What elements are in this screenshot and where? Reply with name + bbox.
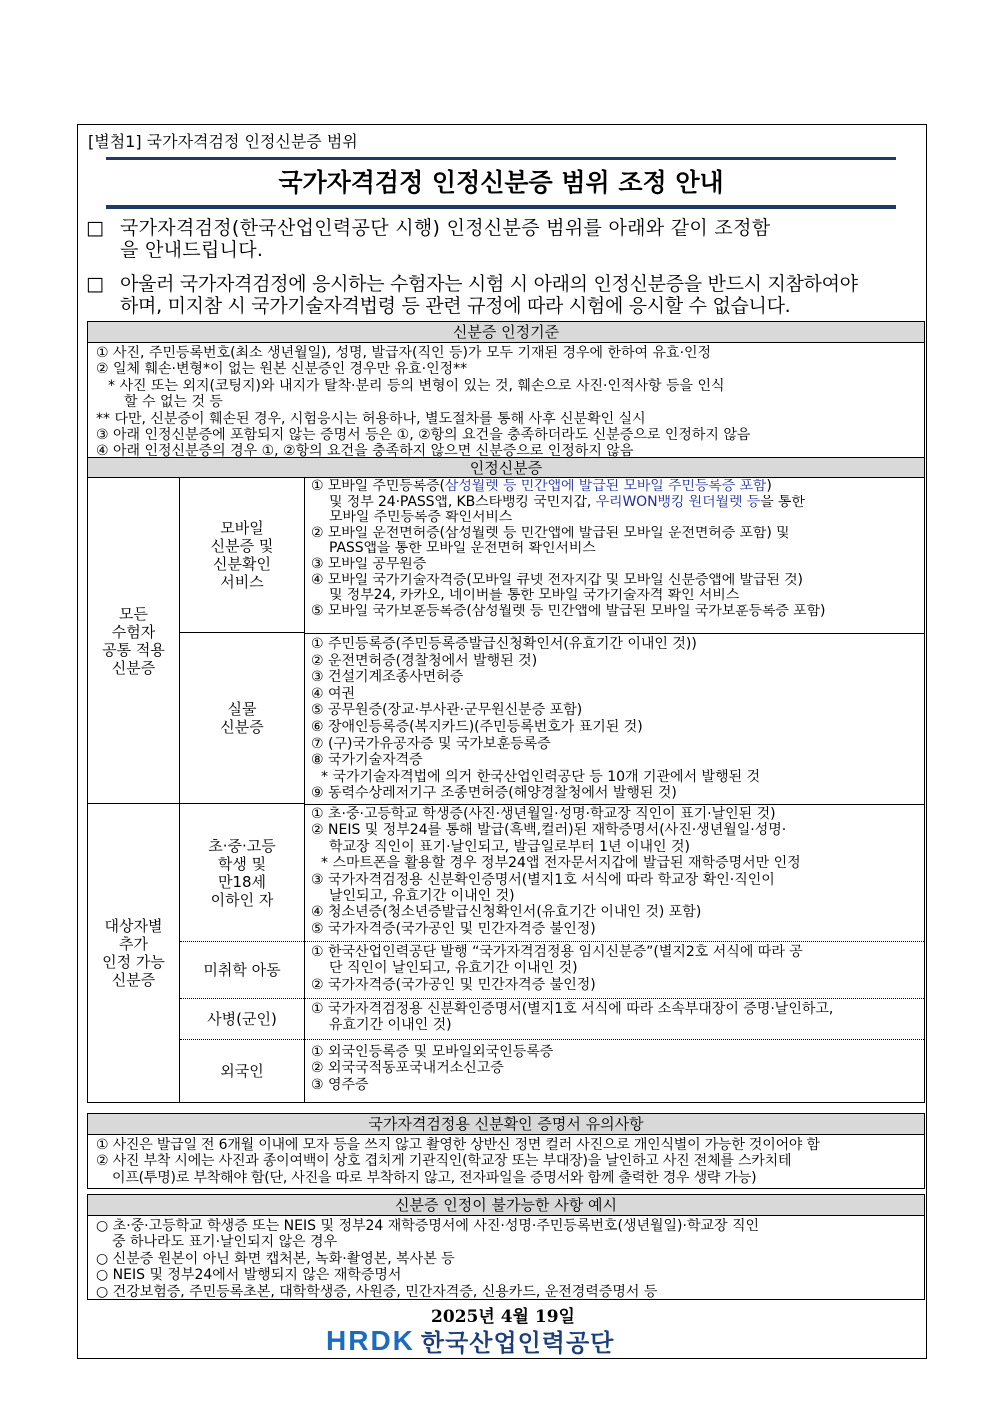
- id-list-header: 인정신분증: [88, 457, 924, 478]
- text-segment: 미취학 아동: [203, 960, 281, 979]
- criteria-line: ④ 아래 인정신분증의 경우 ①, ②항의 요건을 충족하지 않으면 신분증으로 인정하지 않음: [96, 443, 634, 460]
- criteria-header: 신분증 인정기준: [88, 322, 924, 343]
- text-segment: 및 정부 24·PASS앱, KB스타뱅킹 국민지갑,: [329, 494, 596, 510]
- subcategory-students: [180, 804, 305, 941]
- list-item: PASS앱을 통한 모바일 운전면허 확인서비스: [329, 541, 596, 557]
- note-line: ② 사진 부착 시에는 사진과 종이여백이 상호 겹치게 기관직인(학교장 또는 부대장)을 날인하고 사진 전체를 스카치테: [96, 1153, 792, 1170]
- criteria-line: 할 수 없는 것 등: [124, 394, 223, 411]
- physical-items: [305, 635, 924, 804]
- list-item: 유효기간 이내인 것): [329, 1017, 452, 1034]
- text-segment: 실물 신분증: [220, 700, 264, 736]
- text-segment: 우리WON뱅킹 원더월렛 등: [595, 494, 761, 510]
- list-item: ⑦ (구)국가유공자증 및 국가보훈등록증: [311, 735, 551, 752]
- id-list-grid: [88, 478, 924, 1102]
- id-criteria-table: [87, 321, 925, 1103]
- list-item: 날인되고, 유효기간 이내인 것): [329, 888, 515, 905]
- intro-line: 을 안내드립니다.: [120, 239, 264, 261]
- not-allowed-body: [88, 1216, 924, 1302]
- list-item: ⑥ 장애인등록증(복지카드)(주민등록번호가 표기된 것): [311, 718, 643, 735]
- list-item: ③ 영주증: [311, 1076, 369, 1093]
- document-page: [77, 124, 927, 1359]
- list-item: ⑤ 국가자격증(국가공인 및 민간자격증 불인정): [311, 920, 596, 937]
- checkbox-bullet-icon: □: [86, 217, 104, 239]
- list-item: * 국가기술자격법에 의거 한국산업인력공단 등 10개 기관에서 발행된 것: [321, 768, 761, 785]
- note-line: ○ 신분증 원본이 아닌 화면 캡처본, 녹화·촬영본, 복사본 등: [96, 1250, 455, 1267]
- criteria-line: ① 사진, 주민등록번호(최소 생년월일), 성명, 발급자(직인 등)가 모두 기재된 경우에 한하여 유효·인정: [96, 345, 712, 361]
- intro-line: 아울러 국가자격검정에 응시하는 수험자는 시험 시 아래의 인정신분증을 반드시 지참하여야: [120, 273, 858, 295]
- list-item: 모바일 주민등록증 확인서비스: [329, 510, 513, 526]
- attachment-label: [별첨1] 국가자격검정 인정신분증 범위: [88, 132, 358, 151]
- text-segment: ): [766, 479, 772, 494]
- list-item: ① 주민등록증(주민등록증발급신청확인서(유효기간 이내인 것)): [311, 636, 697, 652]
- list-item: ④ 여권: [311, 685, 356, 702]
- list-item: ② 운전면허증(경찰청에서 발행된 것): [311, 652, 538, 669]
- preschool-items: [305, 943, 924, 998]
- list-item: ③ 국가자격검정용 신분확인증명서(별지1호 서식에 따라 학교장 확인·직인이: [311, 871, 775, 888]
- mobile-items: [305, 478, 924, 633]
- certificate-notes-box: [87, 1113, 925, 1189]
- category-common: [88, 478, 180, 804]
- list-item: ② 국가자격증(국가공인 및 민간자격증 불인정): [311, 976, 596, 993]
- not-allowed-header: 신분증 인정이 불가능한 사항 예시: [88, 1195, 924, 1216]
- list-item: ① 초·중·고등학교 학생증(사진·생년월일·성명·학교장 직인이 표기·날인된 것): [311, 806, 776, 822]
- list-item: ⑤ 모바일 국가보훈등록증(삼성월렛 등 민간앱에 발급된 모바일 국가보훈등록증 포함): [311, 603, 826, 619]
- note-line: ○ NEIS 및 정부24에서 발행되지 않은 재학증명서: [96, 1267, 402, 1284]
- organization-name: 한국산업인력공단: [420, 1329, 615, 1357]
- category-extra: [88, 804, 180, 1102]
- list-item: 학교장 직인이 표기·날인되고, 발급일로부터 1년 이내인 것): [329, 838, 691, 855]
- list-item: ④ 모바일 국가기술자격증(모바일 큐넷 전자지갑 및 모바일 신분증앱에 발급된 것): [311, 572, 803, 588]
- text-segment: 모든 수험자 공통 적용 신분증: [102, 604, 165, 677]
- list-item: ④ 청소년증(청소년증발급신청확인서(유효기간 이내인 것) 포함): [311, 904, 702, 921]
- certificate-notes-header: 국가자격검정용 신분확인 증명서 유의사항: [88, 1114, 924, 1135]
- criteria-line: ③ 아래 인정신분증에 포함되지 않는 증명서 등은 ①, ②항의 요건을 충족하더라도 신분증으로 인정하지 않음: [96, 427, 751, 444]
- intro-paragraph-2: [86, 273, 916, 317]
- text-segment: 초·중·고등 학생 및 만18세 이하인 자: [208, 836, 276, 909]
- subcategory-physical: [180, 633, 305, 804]
- list-item: ⑨ 동력수상레저기구 조종면허증(해양경찰청에서 발행된 것): [311, 785, 677, 802]
- text-segment: 모바일 신분증 및 신분확인 서비스: [210, 519, 274, 591]
- soldier-items: [305, 1000, 924, 1039]
- list-item: ① 외국인등록증 및 모바일외국인등록증: [311, 1044, 554, 1060]
- hrdk-logo: [326, 1323, 614, 1358]
- text-segment: 대상자별 추가 인정 가능 신분증: [102, 917, 165, 989]
- list-item: ③ 건설기계조종사면허증: [311, 669, 464, 686]
- list-item: * 스마트폰을 활용할 경우 정부24앱 전자문서지갑에 발급된 재학증명서만 인정: [321, 855, 801, 872]
- list-item: 단 직인이 날인되고, 유효기간 이내인 것): [329, 960, 578, 977]
- list-item: ② NEIS 및 정부24를 통해 발급(흑백,컬러)된 재학증명서(사진·생년월일·성명·: [311, 822, 787, 839]
- criteria-line: ** 다만, 신분증이 훼손된 경우, 시험응시는 허용하나, 별도절차를 통해 사후 신분확인 실시: [96, 410, 646, 427]
- certificate-notes-body: [88, 1135, 924, 1188]
- issue-date: 2025년 4월 19일: [431, 1307, 575, 1327]
- criteria-body: [88, 343, 924, 460]
- note-line: ① 사진은 발급일 전 6개월 이내에 모자 등을 쓰지 않고 촬영한 상반신 정면 컬러 사진으로 개인식별이 가능한 것이어야 함: [96, 1137, 820, 1153]
- checkbox-bullet-icon: □: [86, 273, 104, 295]
- text-segment: 삼성월렛 등 민간앱에 발급된 모바일 주민등록증 포함: [444, 479, 767, 494]
- list-item: [311, 479, 920, 495]
- list-item: ⑧ 국가기술자격증: [311, 752, 423, 769]
- title-rule-top: [106, 157, 896, 160]
- subcategory-mobile: [180, 478, 305, 633]
- list-item: ① 국가자격검정용 신분확인증명서(별지1호 서식에 따라 소속부대장이 증명·날인하고,: [311, 1001, 834, 1017]
- not-allowed-box: [87, 1194, 925, 1300]
- note-line: 이프(투명)로 부착해야 함(단, 사진을 따로 부착하지 않고, 전자파일을 증명서와 함께 출력한 경우 생략 가능): [112, 1169, 757, 1186]
- list-item: ① 한국산업인력공단 발행 “국가자격검정용 임시신분증”(별지2호 서식에 따라 공: [311, 944, 803, 960]
- intro-paragraph-1: [86, 217, 916, 261]
- subcategory-soldier: [180, 998, 305, 1039]
- note-line: 중 하나라도 표기·날인되지 않은 경우: [112, 1234, 338, 1251]
- list-item: ② 모바일 운전면허증(삼성월렛 등 민간앱에 발급된 모바일 운전면허증 포함) 및: [311, 525, 790, 541]
- hrdk-logo-mark: HRDK: [326, 1324, 415, 1356]
- criteria-line: * 사진 또는 외지(코팅지)와 내지가 탈착·분리 등의 변형이 있는 것, 훼손으로 사진·인적사항 등을 인식: [108, 377, 725, 394]
- list-item: ② 외국국적동포국내거소신고증: [311, 1060, 504, 1077]
- foreigner-items: [305, 1043, 924, 1102]
- note-line: ○ 초·중·고등학교 학생증 또는 NEIS 및 정부24 재학증명서에 사진·성명·주민등록번호(생년월일)·학교장 직인: [96, 1218, 760, 1234]
- text-segment: ① 모바일 주민등록증(: [311, 479, 445, 494]
- title-rule-bottom: [106, 205, 896, 209]
- student-items: [305, 805, 924, 941]
- criteria-line: ② 일체 훼손·변형*이 없는 원본 신분증인 경우만 유효·인정**: [96, 361, 468, 378]
- text-segment: 을 통한: [760, 494, 805, 510]
- list-item: ⑤ 공무원증(장교·부사관·군무원신분증 포함): [311, 702, 583, 719]
- intro-line: 하며, 미지참 시 국가기술자격법령 등 관련 규정에 따라 시험에 응시할 수 없습니다.: [120, 295, 791, 317]
- document-title: 국가자격검정 인정신분증 범위 조정 안내: [278, 168, 724, 197]
- row-divider: [305, 633, 924, 634]
- note-line: ○ 건강보험증, 주민등록초본, 대학학생증, 사원증, 민간자격증, 신용카드, 운전경력증명서 등: [96, 1283, 658, 1300]
- list-item: [311, 495, 920, 511]
- text-segment: 사병(군인): [207, 1009, 277, 1028]
- intro-line: 국가자격검정(한국산업인력공단 시행) 인정신분증 범위를 아래와 같이 조정함: [120, 217, 771, 239]
- subcategory-foreigner: [180, 1039, 305, 1102]
- list-item: 및 정부24, 카카오, 네이버를 통한 모바일 국가기술자격 확인 서비스: [329, 588, 740, 604]
- subcategory-preschool: [180, 941, 305, 998]
- text-segment: 외국인: [220, 1061, 264, 1080]
- list-item: ③ 모바일 공무원증: [311, 556, 427, 572]
